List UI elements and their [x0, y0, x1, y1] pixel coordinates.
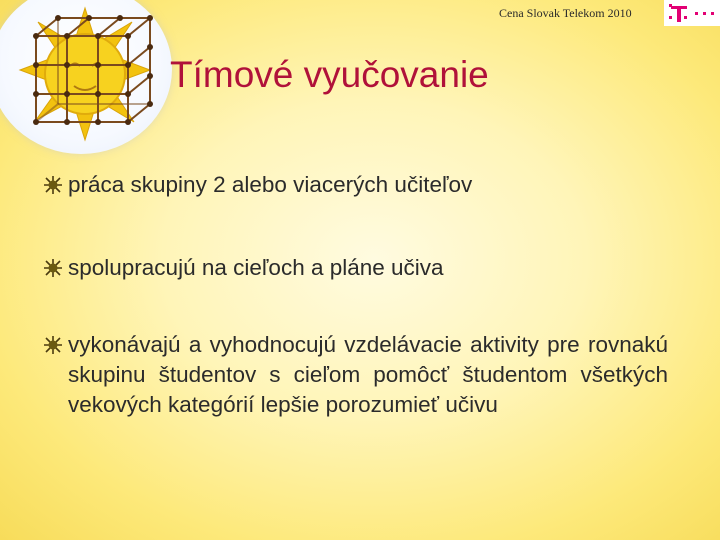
- sun-bullet-icon: [44, 259, 62, 277]
- bullet-item: práca skupiny 2 alebo viacerých učiteľov: [68, 172, 473, 197]
- header-caption: Cena Slovak Telekom 2010: [499, 6, 632, 20]
- slide-title: Tímové vyučovanie: [170, 54, 489, 95]
- sun-cube-logo-icon: [0, 0, 170, 150]
- bullet-item: spolupracujú na cieľoch a pláne učiva: [68, 255, 444, 280]
- telekom-t-logo-icon: [668, 3, 718, 23]
- sun-bullet-icon: [44, 176, 62, 194]
- bullet-item: vykonávajú a vyhodnocujú vzdelávacie aktivity pre rovnakú skupinu študentov s cieľom pomôcť študentom všetkých vekových kategórií lepšie porozumieť učivu: [68, 332, 668, 417]
- sun-bullet-icon: [44, 336, 62, 354]
